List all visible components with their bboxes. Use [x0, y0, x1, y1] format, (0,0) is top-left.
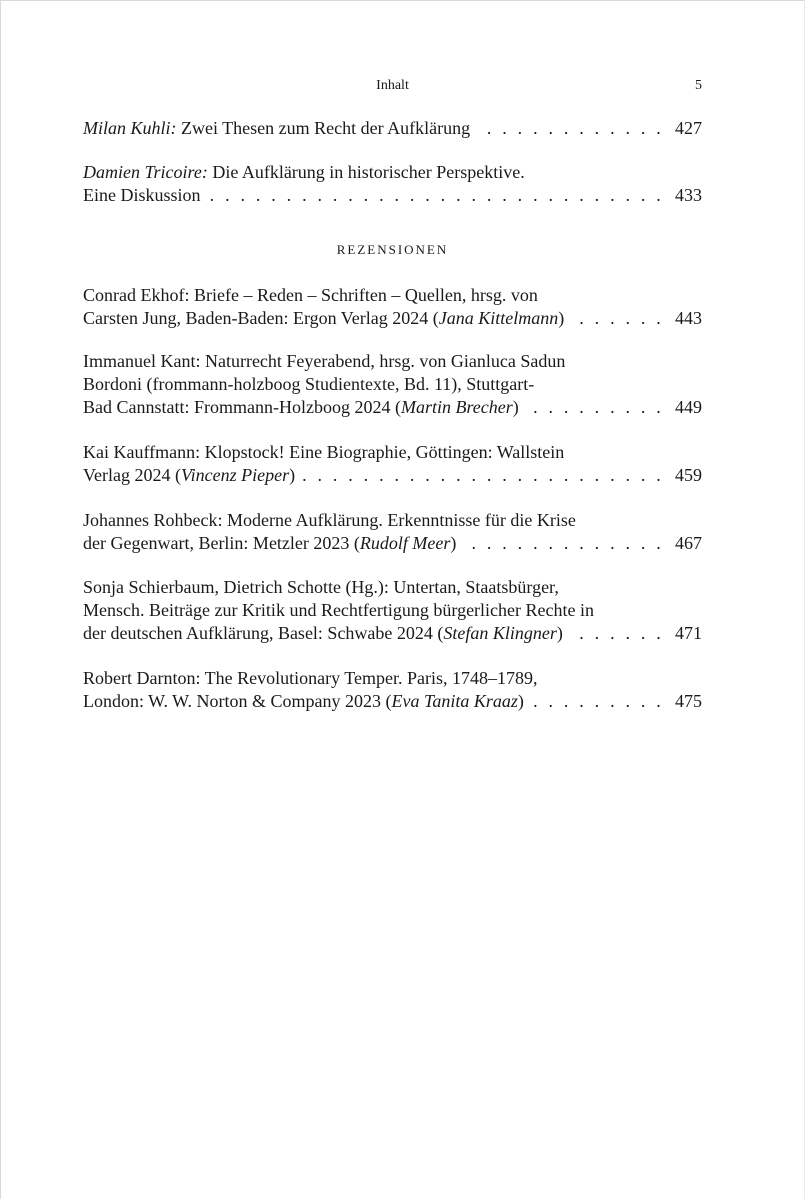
review-page: 449 [675, 397, 702, 417]
running-head-title: Inhalt [376, 78, 409, 93]
dot-leader [209, 184, 664, 207]
review-line: Immanuel Kant: Naturrecht Feyerabend, hrsg. von Gianluca Sadun [83, 351, 566, 371]
section-heading: REZENSIONEN [336, 242, 449, 257]
reviewer-name: Vincenz Pieper [180, 465, 290, 485]
review-line: Bordoni (frommann-holzboog Studientexte, Bd. 11), Stuttgart- [83, 374, 535, 394]
review-line: Mensch. Beiträge zur Kritik und Rechtfertigung bürgerlicher Rechte in [83, 600, 595, 620]
reviewer-name: Rudolf Meer [359, 533, 451, 553]
review-page: 467 [675, 533, 702, 553]
toc-entry-line [83, 161, 702, 184]
dot-leader [532, 690, 664, 713]
review-page: 475 [675, 691, 702, 711]
review-line: Kai Kauffmann: Klopstock! Eine Biographie, Göttingen: Wallstein [83, 442, 565, 462]
review-line: Sonja Schierbaum, Dietrich Schotte (Hg.): Untertan, Staatsbürger, [83, 577, 559, 597]
review-line: Conrad Ekhof: Briefe – Reden – Schriften – Quellen, hrsg. von [83, 285, 538, 305]
entry-title: Zwei Thesen zum Recht der Aufklärung [181, 118, 471, 138]
entry-title-continued: Eine Diskussion [83, 185, 201, 205]
review-line: London: W. W. Norton & Company 2023 (Eva Tanita Kraaz) . . . 475 [83, 690, 702, 713]
review-page: 471 [675, 623, 702, 643]
dot-leader [527, 396, 664, 419]
reviewer-name: Stefan Klingner [443, 623, 557, 643]
review-entry[interactable] [83, 667, 702, 713]
dot-leader [464, 532, 664, 555]
dot-leader [572, 307, 664, 330]
review-line: der deutschen Aufklärung, Basel: Schwabe 2024 (Stefan Klingner) . . . 471 [83, 622, 702, 645]
entry-author: Milan Kuhli: [83, 118, 177, 138]
reviewer-name: Jana Kittelmann [438, 308, 559, 328]
toc-entry-line [83, 184, 702, 207]
entry-page: 433 [675, 185, 702, 205]
dot-leader [571, 622, 664, 645]
page-number: 5 [695, 78, 702, 93]
review-line: Johannes Rohbeck: Moderne Aufklärung. Erkenntnisse für die Krise [83, 510, 576, 530]
entry-author: Damien Tricoire: [83, 162, 208, 182]
review-page: 443 [675, 308, 702, 328]
dot-leader [303, 464, 664, 487]
review-line: der Gegenwart, Berlin: Metzler 2023 (Rudolf Meer) . . . 467 [83, 532, 702, 555]
reviewer-name: Eva Tanita Kraaz [391, 691, 518, 711]
review-entry[interactable] [83, 284, 702, 330]
toc-entry-line [83, 117, 702, 140]
dot-leader [478, 117, 664, 140]
review-line: Verlag 2024 (Vincenz Pieper) . . . 459 [83, 464, 702, 487]
entry-title: Die Aufklärung in historischer Perspektive. [212, 162, 525, 182]
running-head [83, 78, 702, 98]
review-line: Carsten Jung, Baden-Baden: Ergon Verlag 2024 (Jana Kittelmann) . . . 443 [83, 307, 702, 330]
review-page: 459 [675, 465, 702, 485]
review-line: Robert Darnton: The Revolutionary Temper. Paris, 1748–1789, [83, 668, 538, 688]
review-entry[interactable] [83, 576, 702, 645]
reviewer-name: Martin Brecher [400, 397, 513, 417]
review-entry[interactable] [83, 441, 702, 487]
review-line: Bad Cannstatt: Frommann-Holzboog 2024 (Martin Brecher) . . . 449 [83, 396, 702, 419]
entry-page: 427 [675, 118, 702, 138]
toc-entry[interactable] [83, 161, 702, 207]
review-entry[interactable] [83, 350, 702, 419]
review-entry[interactable] [83, 509, 702, 555]
toc-entry[interactable] [83, 117, 702, 140]
